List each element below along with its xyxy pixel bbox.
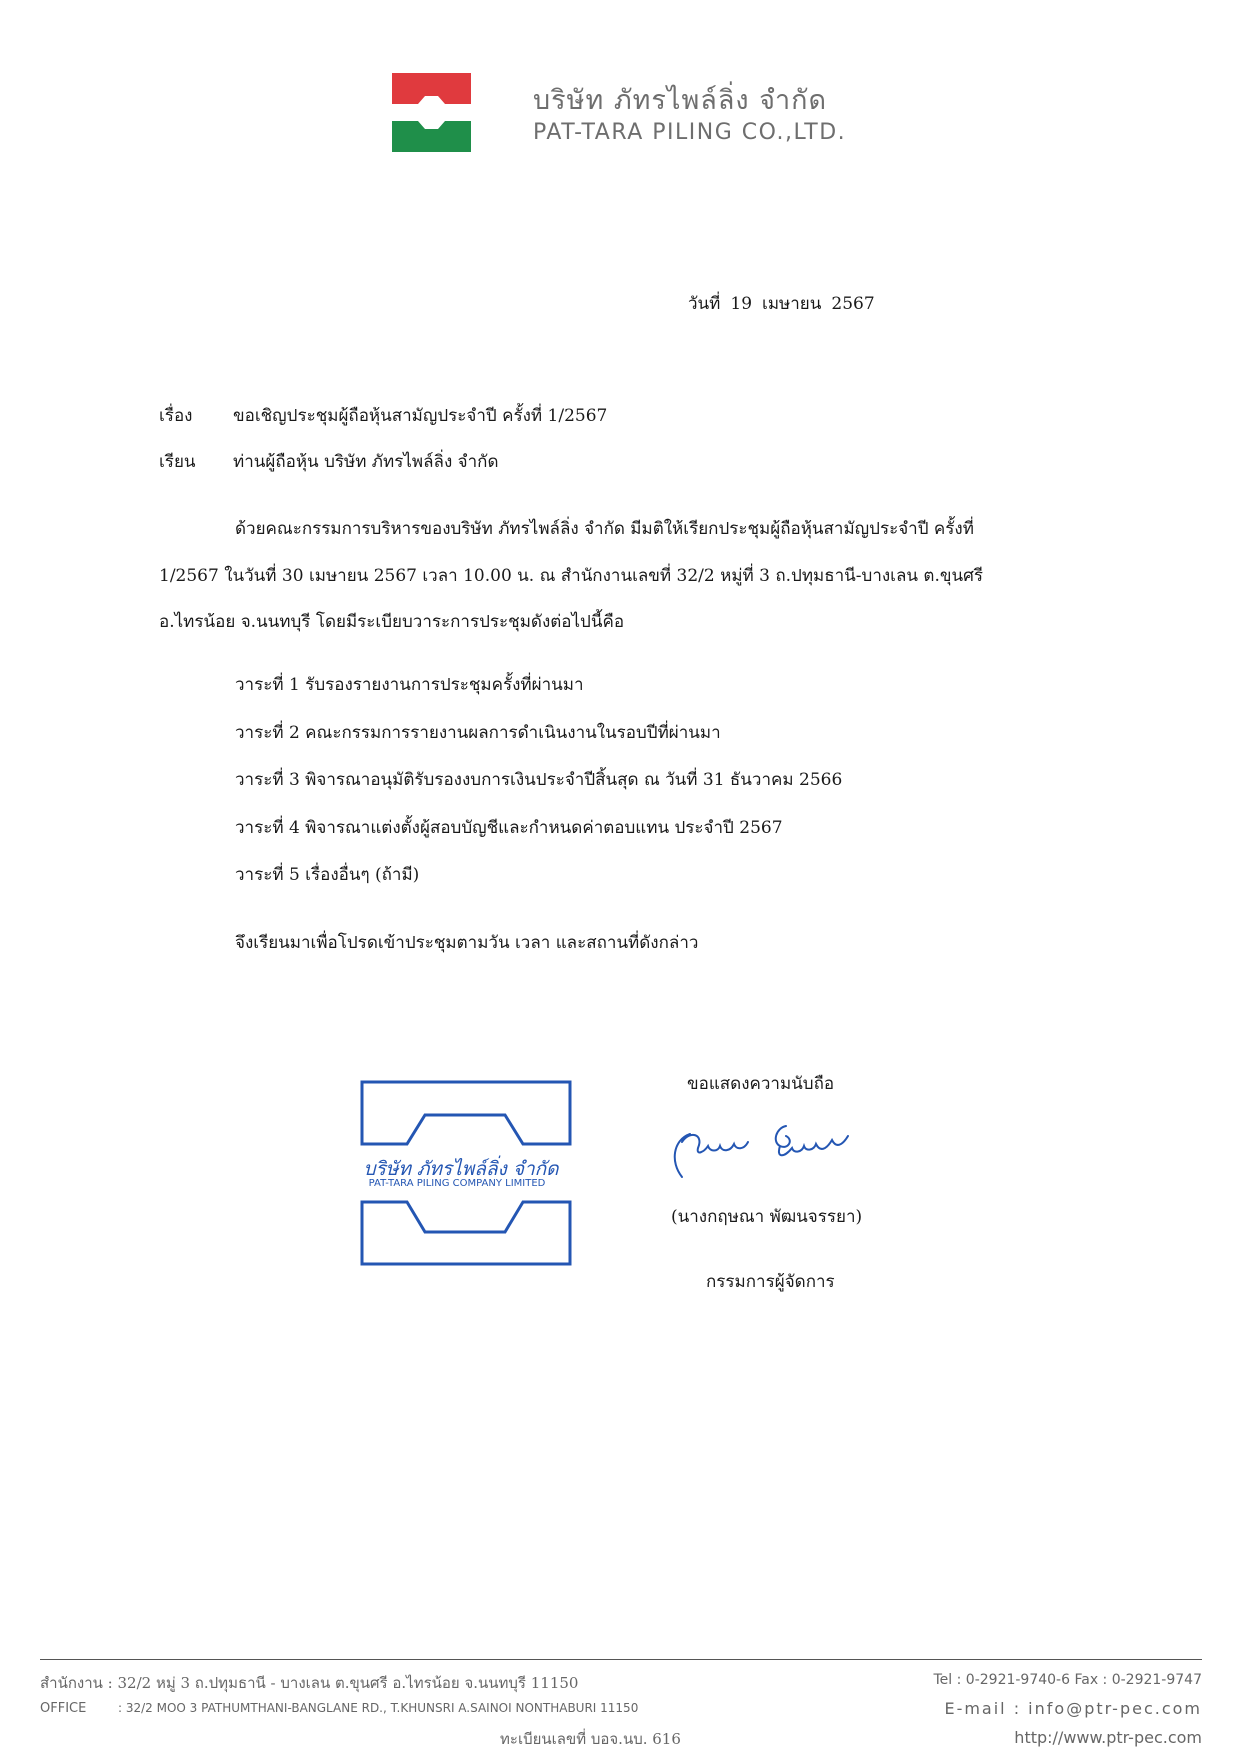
footer-office-label: OFFICE — [40, 1701, 87, 1716]
stamp-text-english: PAT-TARA PILING COMPANY LIMITED — [368, 1178, 546, 1189]
body-line-3: อ.ไทรน้อย จ.นนทบุรี โดยมีระเบียบวาระการประชุมดังต่อไปนี้คือ — [159, 612, 625, 632]
body-line-2: 1/2567 ในวันที่ 30 เมษายน 2567 เวลา 10.00 น. ณ สำนักงานเลขที่ 32/2 หมู่ที่ 3 ถ.ปทุมธานี-บางเลน ต.ขุนศรี — [159, 566, 984, 586]
recipient-text: ท่านผู้ถือหุ้น บริษัท ภัทรไพล์ลิ่ง จำกัด — [233, 452, 499, 472]
subject-text: ขอเชิญประชุมผู้ถือหุ้นสามัญประจำปี ครั้งที่ 1/2567 — [233, 406, 608, 426]
letter-date — [688, 290, 885, 317]
agenda-item-5: วาระที่ 5 เรื่องอื่นๆ (ถ้ามี) — [235, 865, 420, 885]
footer-registration: ทะเบียนเลขที่ บอจ.นบ. 616 — [500, 1730, 681, 1748]
footer-email: E-mail : info@ptr-pec.com — [944, 1699, 1202, 1718]
signatory-name: (นางกฤษณา พัฒนจรรยา) — [671, 1207, 863, 1227]
company-name-english: PAT-TARA PILING CO.,LTD. — [533, 120, 847, 145]
recipient-label: เรียน — [159, 452, 196, 472]
respect-closing: ขอแสดงความนับถือ — [687, 1074, 835, 1094]
footer-office-english: : 32/2 MOO 3 PATHUMTHANI-BANGLANE RD., T.KHUNSRI A.SAINOI NONTHABURI 11150 — [118, 1701, 639, 1715]
closing-line: จึงเรียนมาเพื่อโปรดเข้าประชุมตามวัน เวลา และสถานที่ดังกล่าว — [235, 933, 699, 953]
date-month: เมษายน — [762, 294, 822, 314]
agenda-item-3: วาระที่ 3 พิจารณาอนุมัติรับรองงบการเงินประจำปีสิ้นสุด ณ วันที่ 31 ธันวาคม 2566 — [235, 770, 843, 790]
agenda-item-2: วาระที่ 2 คณะกรรมการรายงานผลการดำเนินงานในรอบปีที่ผ่านมา — [235, 723, 721, 743]
stamp-text-thai: บริษัท ภัทรไพล์ลิ่ง จำกัด — [363, 1158, 559, 1180]
footer-divider — [40, 1659, 1202, 1660]
footer-tel-fax: Tel : 0-2921-9740-6 Fax : 0-2921-9747 — [933, 1672, 1202, 1688]
company-name-thai: บริษัท ภัทรไพล์ลิ่ง จำกัด — [533, 85, 828, 116]
footer-office-thai: สำนักงาน : 32/2 หมู่ 3 ถ.ปทุมธานี - บางเลน ต.ขุนศรี อ.ไทรน้อย จ.นนทบุรี 11150 — [40, 1674, 579, 1692]
agenda-item-1: วาระที่ 1 รับรองรายงานการประชุมครั้งที่ผ่านมา — [235, 675, 584, 695]
agenda-item-4: วาระที่ 4 พิจารณาแต่งตั้งผู้สอบบัญชีและกำหนดค่าตอบแทน ประจำปี 2567 — [235, 818, 783, 838]
handwritten-signature — [668, 1122, 858, 1182]
footer-website: http://www.ptr-pec.com — [1014, 1728, 1202, 1747]
body-line-1: ด้วยคณะกรรมการบริหารของบริษัท ภัทรไพล์ลิ่ง จำกัด มีมติให้เรียกประชุมผู้ถือหุ้นสามัญประจำปี ครั้งที่ — [235, 519, 974, 539]
signatory-position: กรรมการผู้จัดการ — [706, 1272, 835, 1292]
date-year: 2567 — [831, 294, 875, 314]
company-logo — [392, 73, 471, 152]
date-day: 19 — [730, 294, 753, 314]
subject-label: เรื่อง — [159, 406, 193, 426]
date-label: วันที่ — [688, 294, 721, 314]
